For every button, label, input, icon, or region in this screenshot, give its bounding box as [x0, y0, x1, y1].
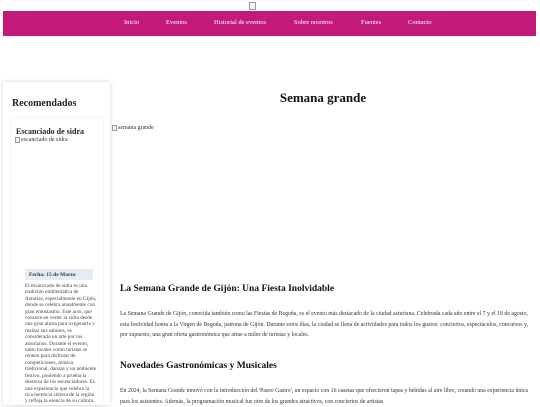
nav-item-contacto[interactable]: Contacto [408, 19, 432, 26]
recommended-card[interactable] [11, 118, 103, 405]
section-heading: Novedades Gastronómicas y Musicales [120, 361, 277, 371]
nav-item-sobre-nosotros[interactable]: Sobre nosotros [294, 19, 333, 26]
card-title[interactable]: Escanciado de sidra [16, 127, 85, 136]
broken-image-icon [15, 137, 20, 143]
main-image-alt: semana grande [118, 125, 154, 131]
card-image [15, 137, 68, 143]
main-nav [3, 11, 536, 36]
nav-item-eventos[interactable]: Eventos [166, 19, 187, 26]
section-text: En 2024, la Semana Grande innovó con la introducción del 'Paseo Gastro', un espacio con 16 casetas que ofrecieron tapas y bebidas al aire libre, creando una experiencia única para los asistentes. Además, la programación musical fue otro de los grandes atractivos, con conciertos de artistas [120, 388, 528, 405]
section-text: La Semana Grande de Gijón, conocida también como las Fiestas de Begoña, es el evento más destacado de la ciudad asturiana. Celebrada cada año entre el 7 y el 18 de agosto, esta festividad honra a la Virgen de Begoña, patrona de Gijón. Durante estos días, la ciudad se llena de actividades para todos los gustos: conciertos, espectáculos, concursos y, por supuesto, una gran oferta gastronómica que atrae a miles de turistas y locales. [120, 311, 528, 338]
nav-item-inicio[interactable]: Inicio [124, 19, 140, 26]
nav-item-fuentes[interactable]: Fuentes [361, 19, 382, 26]
recommended-sidebar [3, 82, 110, 405]
sidebar-title: Recomendados [12, 98, 77, 109]
page-title: Semana grande [279, 90, 367, 105]
section-heading: La Semana Grande de Gijón: Una Fiesta Inolvidable [120, 284, 335, 294]
broken-image-icon [249, 2, 256, 10]
card-image-alt: escanciado de sidra [21, 137, 68, 143]
card-description: El escanciado de sidra es una tradición emblemática de Asturias, especialmente en Gijón, donde se celebra anualmente con gran entusiasmo. Este acto, que consiste en verter la sidra desde una gran altura para oxigenarla y realzar sus sabores, es considerado un arte por los asturianos. Durante el evento, tanto locales como turistas se reúnen para disfrutar de competiciones, música tradicional, danzas y un ambiente festivo, poniendo a prueba la destreza de los escanciadores. Es una experiencia que celebra la rica herencia sidrera de la región y refleja la esencia de su cultura. [25, 283, 97, 405]
nav-item-historial[interactable]: Historial de eventos [214, 19, 266, 26]
broken-image-icon [112, 125, 117, 131]
main-image [112, 125, 154, 131]
card-date-badge: Fecha: 15 de Marzo [25, 269, 93, 280]
